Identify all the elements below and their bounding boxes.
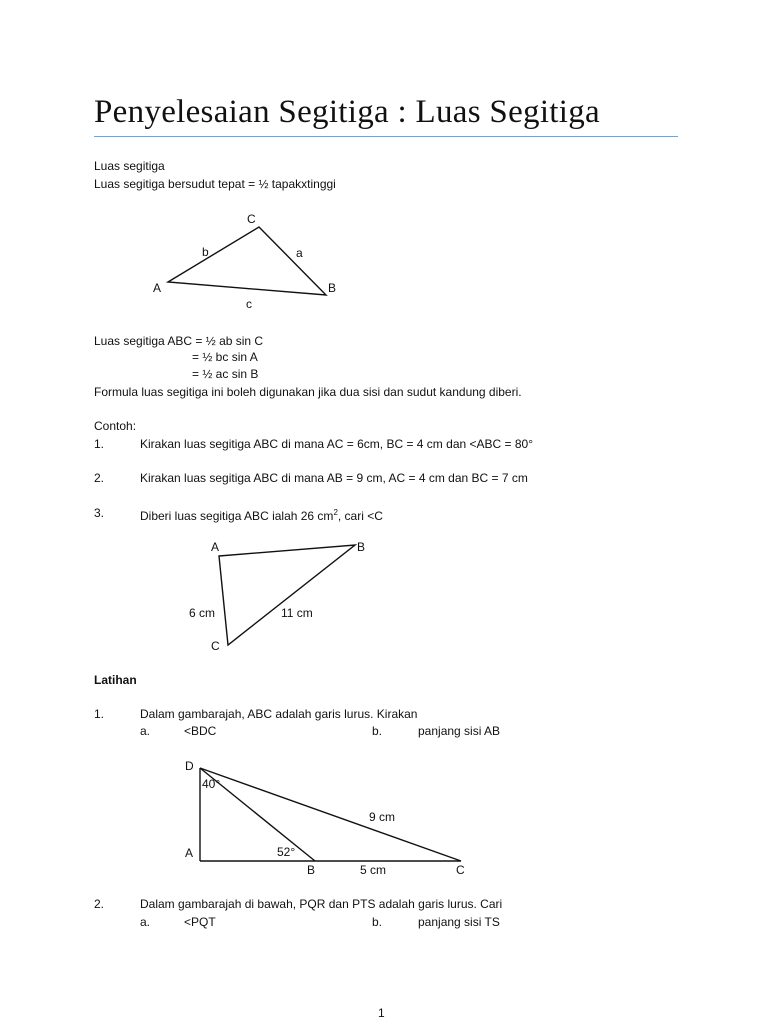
contoh-3-text-before: Diberi luas segitiga ABC ialah 26 cm bbox=[140, 509, 334, 523]
triangle-abc-1 bbox=[168, 227, 326, 295]
page-number: 1 bbox=[378, 1006, 385, 1020]
page-title: Penyelesaian Segitiga : Luas Segitiga bbox=[94, 94, 600, 130]
contoh-3-superscript: 2 bbox=[333, 508, 338, 517]
d3-vertex-c-label: C bbox=[456, 863, 465, 877]
contoh-3-text bbox=[140, 505, 383, 524]
latihan-1-text: Dalam gambarajah, ABC adalah garis lurus. Kirakan bbox=[140, 707, 418, 721]
d3-side-dc-label: 9 cm bbox=[369, 810, 396, 824]
d3-angle-d-label: 40° bbox=[202, 777, 221, 791]
latihan-2a-label: a. bbox=[140, 915, 151, 929]
vertex-c-label: C bbox=[247, 212, 256, 226]
triangle-abc-2 bbox=[219, 545, 355, 645]
contoh-2-text: Kirakan luas segitiga ABC di mana AB = 9 cm, AC = 4 cm dan BC = 7 cm bbox=[140, 471, 528, 485]
d3-vertex-a-label: A bbox=[185, 846, 194, 860]
latihan-1b-label: b. bbox=[372, 724, 383, 738]
contoh-2-number: 2. bbox=[94, 471, 105, 485]
latihan-2b-text: panjang sisi TS bbox=[418, 915, 500, 929]
vertex-a-label: A bbox=[153, 281, 162, 295]
d2-side-ac-label: 6 cm bbox=[189, 606, 216, 620]
latihan-2-number: 2. bbox=[94, 897, 105, 911]
line-dc bbox=[200, 768, 461, 861]
formula-line-1: Luas segitiga ABC = ½ ab sin C bbox=[94, 334, 264, 348]
contoh-1-text: Kirakan luas segitiga ABC di mana AC = 6cm, BC = 4 cm dan <ABC = 80° bbox=[140, 437, 533, 451]
formula-line-2: = ½ bc sin A bbox=[192, 350, 258, 364]
contoh-heading: Contoh: bbox=[94, 419, 137, 433]
latihan-heading: Latihan bbox=[94, 673, 137, 687]
side-a-label: a bbox=[296, 246, 303, 260]
latihan-2b-label: b. bbox=[372, 915, 383, 929]
d3-angle-b-label: 52° bbox=[277, 845, 296, 859]
d3-side-bc-label: 5 cm bbox=[360, 863, 387, 877]
side-b-label: b bbox=[202, 245, 209, 259]
latihan-1b-text: panjang sisi AB bbox=[418, 724, 501, 738]
formula-line-3: = ½ ac sin B bbox=[192, 367, 259, 381]
d3-vertex-d-label: D bbox=[185, 759, 194, 773]
latihan-2-text: Dalam gambarajah di bawah, PQR dan PTS adalah garis lurus. Cari bbox=[140, 897, 503, 911]
vertex-b-label: B bbox=[328, 281, 337, 295]
intro-line-2: Luas segitiga bersudut tepat = ½ tapakxtinggi bbox=[94, 177, 336, 191]
formula-note: Formula luas segitiga ini boleh digunakan jika dua sisi dan sudut kandung diberi. bbox=[94, 385, 522, 399]
latihan-2a-text: <PQT bbox=[184, 915, 216, 929]
intro-line-1: Luas segitiga bbox=[94, 159, 165, 173]
contoh-3-number: 3. bbox=[94, 506, 105, 520]
d2-vertex-c-label: C bbox=[211, 639, 220, 653]
side-c-label: c bbox=[246, 297, 252, 311]
latihan-1a-label: a. bbox=[140, 724, 151, 738]
contoh-1-number: 1. bbox=[94, 437, 105, 451]
d3-vertex-b-label: B bbox=[307, 863, 316, 877]
d2-side-bc-label: 11 cm bbox=[281, 606, 313, 620]
d2-vertex-b-label: B bbox=[357, 540, 366, 554]
d2-vertex-a-label: A bbox=[211, 540, 220, 554]
latihan-1-number: 1. bbox=[94, 707, 105, 721]
contoh-3-text-after: , cari <C bbox=[337, 509, 383, 523]
latihan-1a-text: <BDC bbox=[184, 724, 217, 738]
